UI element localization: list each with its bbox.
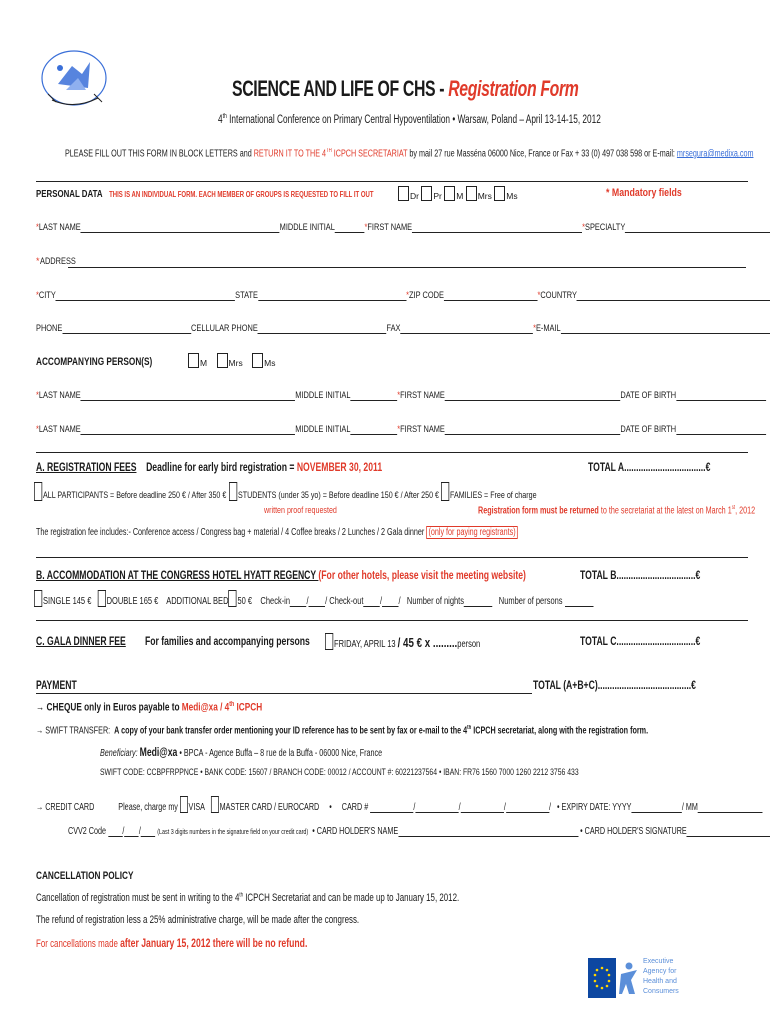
card-holder-name-field[interactable] (398, 827, 578, 837)
phone-row: PHONE CELLULAR PHONE FAX *E-MAIL (36, 323, 770, 334)
acc-ms-checkbox[interactable] (252, 353, 263, 368)
swift-row: → SWIFT TRANSFER: A copy of your bank transfer order mentioning your ID reference has to be sent by fax or e-mail to the 4th ICPCH secretariat, along with the registration form. (36, 725, 649, 737)
registration-fees-heading: A. REGISTRATION FEES Deadline for early bird registration = NOVEMBER 30, 2011 (36, 462, 383, 474)
city-row: *CITY STATE *ZIP CODE *COUNTRY (36, 290, 770, 301)
title-main: SCIENCE AND LIFE OF CHS - (232, 76, 449, 101)
divider (36, 452, 748, 453)
friday-checkbox[interactable] (325, 633, 333, 650)
accompanying-heading: ACCOMPANYING PERSON(S) (36, 356, 153, 368)
fees-options: ALL PARTICIPANTS = Before deadline 250 € / After 350 € (34, 482, 290, 501)
accommodation-options: SINGLE 145 € DOUBLE 165 € ADDITIONAL BED 50 € Check-in / / Check-out / / Number of nights Number of persons (34, 590, 770, 607)
card-number-field-3[interactable] (461, 803, 504, 813)
cvv-row: CVV2 Code / / (Last 3 digits numbers in the signature field on your credit card) • CARD HOLDER'S NAME • CARD HOLDER'S SIGNATURE (68, 826, 770, 837)
email-field[interactable] (561, 324, 770, 334)
form-title (232, 76, 713, 102)
families-option: FAMILIES = Free of charge (441, 482, 568, 501)
acc-mrs-checkbox[interactable] (217, 353, 228, 368)
checkin-month-field[interactable] (309, 597, 326, 607)
cheque-row: → CHEQUE only in Euros payable to Medi@xa / 4th ICPCH (36, 701, 263, 714)
card-number-field-1[interactable] (370, 803, 413, 813)
title-red: Registration Form (448, 76, 579, 101)
acc2-middle-field[interactable] (350, 425, 397, 435)
acc2-first-name-field[interactable] (445, 425, 621, 435)
students-option: STUDENTS (under 35 yo) = Before deadline 150 € / After 250 € (229, 482, 509, 501)
eahc-figure-icon (617, 958, 641, 998)
cvv-field-2[interactable] (124, 827, 138, 837)
mrs-checkbox[interactable] (466, 186, 477, 201)
acc-row-1: *LAST NAME MIDDLE INITIAL *FIRST NAME DATE OF BIRTH (36, 390, 770, 401)
cancellation-heading: CANCELLATION POLICY (36, 870, 134, 882)
additional-bed-checkbox[interactable] (228, 590, 236, 607)
cvv-field-1[interactable] (108, 827, 122, 837)
visa-checkbox[interactable] (180, 796, 188, 813)
divider (36, 181, 748, 182)
written-proof-note: written proof requested (264, 505, 337, 516)
mandatory-note: * Mandatory fields (606, 187, 682, 199)
pr-checkbox[interactable] (421, 186, 432, 201)
mastercard-checkbox[interactable] (211, 796, 219, 813)
acc2-last-name-field[interactable] (81, 425, 296, 435)
cellular-field[interactable] (258, 324, 387, 334)
total-c: TOTAL C.................................€ (580, 636, 701, 648)
m-checkbox[interactable] (444, 186, 455, 201)
name-row: *LAST NAME MIDDLE INITIAL *FIRST NAME *SPECIALTY (36, 222, 770, 233)
families-checkbox[interactable] (441, 482, 449, 501)
state-field[interactable] (258, 291, 406, 301)
first-name-field[interactable] (412, 223, 582, 233)
middle-initial-field[interactable] (335, 223, 365, 233)
city-field[interactable] (56, 291, 235, 301)
cvv-field-3[interactable] (141, 827, 155, 837)
total-abc: TOTAL (A+B+C).......................................€ (533, 680, 696, 692)
accommodation-heading: B. ACCOMMODATION AT THE CONGRESS HOTEL HYATT REGENCY (For other hotels, please visit the meeting website) (36, 570, 526, 582)
acc-row-2: *LAST NAME MIDDLE INITIAL *FIRST NAME DATE OF BIRTH (36, 424, 770, 435)
individual-form-note: THIS IS AN INDIVIDUAL FORM. EACH MEMBER OF GROUPS IS REQUESTED TO FILL IT OUT (109, 190, 374, 199)
gala-heading: C. GALA DINNER FEE For families and accompanying persons (36, 636, 310, 648)
card-number-field-2[interactable] (415, 803, 458, 813)
students-checkbox[interactable] (229, 482, 237, 501)
expiry-month-field[interactable] (698, 803, 763, 813)
address-row: *ADDRESS (36, 256, 76, 267)
checkout-day-field[interactable] (363, 597, 380, 607)
payment-line (36, 693, 532, 694)
persons-field[interactable] (565, 597, 594, 607)
country-field[interactable] (577, 291, 770, 301)
fax-field[interactable] (400, 324, 533, 334)
expiry-year-field[interactable] (631, 803, 681, 813)
single-checkbox[interactable] (34, 590, 42, 607)
cancellation-line-1: Cancellation of registration must be sent in writing to the 4th ICPCH Secretariat and can be made up to January 15, 2012. (36, 892, 460, 904)
accompanying-checkboxes: M Mrs Ms (188, 353, 276, 368)
bank-codes: SWIFT CODE: CCBPFRPPNCE • BANK CODE: 15607 / BRANCH CODE: 00012 / ACCOUNT #: 60221237564 • IBAN: FR76 1560 7000 1260 2212 3756 433 (100, 767, 579, 778)
network-logo (38, 44, 110, 116)
acc1-first-name-field[interactable] (445, 391, 621, 401)
cancellation-line-3: For cancellations made after January 15, 2012 there will be no refund. (36, 936, 308, 950)
nights-field[interactable] (464, 597, 493, 607)
divider (36, 557, 748, 558)
acc1-last-name-field[interactable] (81, 391, 296, 401)
beneficiary-row: Beneficiary: Medi@xa • BPCA - Agence Buffa – 8 rue de la Buffa - 06000 Nice, France (100, 745, 383, 759)
title-checkboxes: Dr Pr M Mrs Ms (398, 186, 518, 201)
acc2-dob-field[interactable] (676, 425, 766, 435)
total-b: TOTAL B.................................€ (580, 570, 701, 582)
instructions: PLEASE FILL OUT THIS FORM IN BLOCK LETTERS and RETURN IT TO THE 4TH ICPCH SECRETARIAT by mail 27 rue Masséna 06000 Nice, France or Fax + 33 (0) 497 038 598 or E-mail: mrsegura@medixa.com (65, 148, 754, 160)
specialty-field[interactable] (625, 223, 770, 233)
zip-field[interactable] (444, 291, 538, 301)
gala-option: FRIDAY, APRIL 13 / 45 € x .........person (325, 633, 532, 650)
acc1-middle-field[interactable] (350, 391, 397, 401)
conference-subtitle: 4th International Conference on Primary Central Hypoventilation • Warsaw, Poland – April 13-14-15, 2012 (218, 113, 601, 126)
card-holder-signature-field[interactable] (687, 827, 770, 837)
acc1-dob-field[interactable] (676, 391, 766, 401)
fee-includes: The registration fee includes:- Conference access / Congress bag + material / 4 Coffee breaks / 2 Lunches / 2 Gala dinner (only for paying registrants) (36, 527, 705, 538)
return-note: Registration form must be returned to the secretariat at the latest on March 1st, 2012 (478, 505, 756, 517)
double-checkbox[interactable] (98, 590, 106, 607)
checkin-day-field[interactable] (290, 597, 307, 607)
dr-checkbox[interactable] (398, 186, 409, 201)
payment-heading: PAYMENT (36, 680, 77, 692)
eu-flag-icon (588, 958, 616, 998)
checkout-month-field[interactable] (382, 597, 399, 607)
card-number-field-4[interactable] (506, 803, 549, 813)
acc-m-checkbox[interactable] (188, 353, 199, 368)
credit-card-row: → CREDIT CARD Please, charge my VISA MASTER CARD / EUROCARD • CARD # / / / / • EXPIRY DATE: YYYY / MM (36, 796, 770, 813)
phone-field[interactable] (62, 324, 191, 334)
last-name-field[interactable] (81, 223, 280, 233)
total-a: TOTAL A..................................€ (588, 462, 711, 474)
personal-data-heading: PERSONAL DATA (36, 188, 103, 200)
cancellation-line-2: The refund of registration less a 25% administrative charge, will be made after the congress. (36, 914, 360, 926)
email-link[interactable]: mrsegura@medixa.com (676, 148, 754, 160)
ms-checkbox[interactable] (494, 186, 505, 201)
address-field[interactable] (68, 257, 746, 268)
all-participants-checkbox[interactable] (34, 482, 42, 501)
divider (36, 620, 748, 621)
eahc-text: Executive Agency for Health and Consumers (643, 958, 679, 995)
